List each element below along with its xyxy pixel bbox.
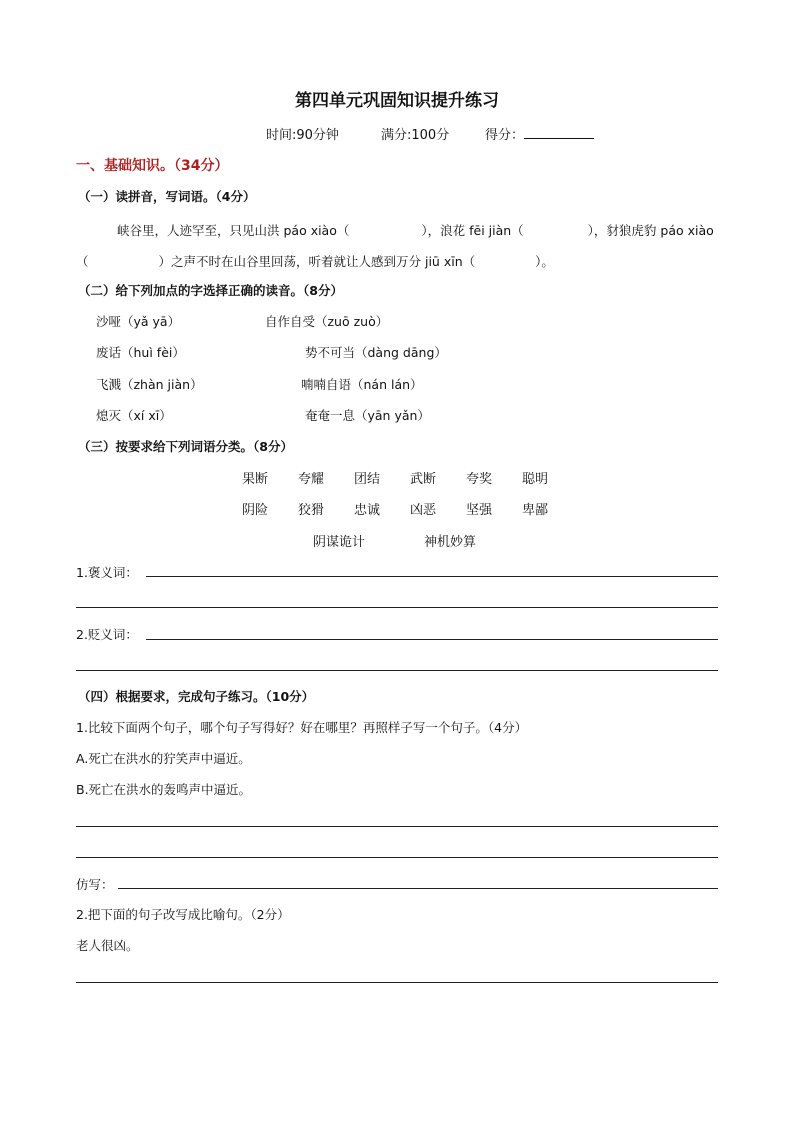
pronunciation-item: 飞溅（zhàn jiàn） bbox=[96, 377, 203, 392]
q1-text-2: ），浪花 fēi jiàn（ bbox=[421, 223, 524, 238]
q4-option-b: B.死亡在洪水的轰鸣声中逼近。 bbox=[76, 782, 252, 797]
q1-text-4: ）之声不时在山谷里回荡，听着就让人感到万分 jiū xīn（ bbox=[158, 254, 476, 269]
word: 忠诚 bbox=[354, 503, 381, 518]
pronunciation-item: 自作自受（zuō zuò） bbox=[265, 314, 389, 329]
pronunciation-item: 沙哑（yǎ yā） bbox=[96, 314, 181, 329]
imitate-label: 仿写： bbox=[76, 877, 114, 892]
answer-line[interactable] bbox=[146, 576, 718, 577]
positive-words-label: 1.褒义词： bbox=[76, 565, 138, 580]
negative-words-label: 2.贬义词： bbox=[76, 627, 138, 642]
q3-heading: （三）按要求给下列词语分类。（8分） bbox=[78, 439, 293, 454]
answer-line[interactable] bbox=[76, 670, 718, 671]
score-blank[interactable] bbox=[524, 126, 594, 139]
word: 武断 bbox=[410, 472, 437, 487]
full-score: 满分:100分 bbox=[381, 128, 450, 143]
q4-sentence-1: 1.比较下面两个句子，哪个句子写得好？好在哪里？再照样子写一个句子。（4分） bbox=[76, 720, 528, 735]
word: 果断 bbox=[242, 472, 269, 487]
q4-sentence-2: 2.把下面的句子改写成比喻句。（2分） bbox=[76, 907, 290, 922]
q1-text-3: ），豺狼虎豹 páo xiào（ bbox=[76, 223, 714, 269]
q1-text-5: ）。 bbox=[535, 254, 554, 269]
pronunciation-item: 势不可当（dàng dāng） bbox=[305, 345, 447, 360]
word: 阴险 bbox=[242, 503, 269, 518]
word: 坚强 bbox=[466, 503, 493, 518]
q1-heading: （一）读拼音，写词语。（4分） bbox=[78, 189, 256, 204]
word: 夸奖 bbox=[466, 472, 493, 487]
section-1-heading: 一、基础知识。（34分） bbox=[76, 158, 229, 174]
answer-line[interactable] bbox=[76, 982, 718, 983]
pronunciation-item: 熄灭（xí xī） bbox=[96, 408, 172, 423]
q2-heading: （二）给下列加点的字选择正确的读音。（8分） bbox=[78, 283, 343, 298]
q1-paragraph bbox=[76, 215, 720, 277]
word: 凶恶 bbox=[410, 503, 437, 518]
score-text: 得分： bbox=[485, 128, 525, 143]
word: 狡猾 bbox=[298, 503, 325, 518]
q1-text-1: 峡谷里，人迹罕至，只见山洪 páo xiào（ bbox=[117, 223, 350, 238]
word: 夸耀 bbox=[298, 472, 325, 487]
q4-option-a: A.死亡在洪水的狞笑声中逼近。 bbox=[76, 751, 251, 766]
pronunciation-item: 废话（huì fèi） bbox=[96, 345, 185, 360]
word: 团结 bbox=[354, 472, 381, 487]
word: 聪明 bbox=[522, 472, 549, 487]
word: 神机妙算 bbox=[424, 535, 477, 550]
pronunciation-item: 奄奄一息（yān yǎn） bbox=[305, 408, 430, 423]
pronunciation-item: 喃喃自语（nán lán） bbox=[301, 377, 423, 392]
q4-sentence-3: 老人很凶。 bbox=[76, 938, 139, 953]
answer-line[interactable] bbox=[76, 857, 718, 858]
page-title: 第四单元巩固知识提升练习 bbox=[295, 91, 499, 111]
answer-line[interactable] bbox=[146, 639, 718, 640]
time-limit: 时间:90分钟 bbox=[266, 128, 339, 143]
q4-heading: （四）根据要求，完成句子练习。（10分） bbox=[78, 689, 315, 704]
word: 卑鄙 bbox=[522, 503, 549, 518]
answer-line[interactable] bbox=[76, 607, 718, 608]
answer-line[interactable] bbox=[76, 826, 718, 827]
word: 阴谋诡计 bbox=[313, 535, 366, 550]
score-label bbox=[485, 124, 594, 143]
answer-line[interactable] bbox=[118, 888, 718, 889]
